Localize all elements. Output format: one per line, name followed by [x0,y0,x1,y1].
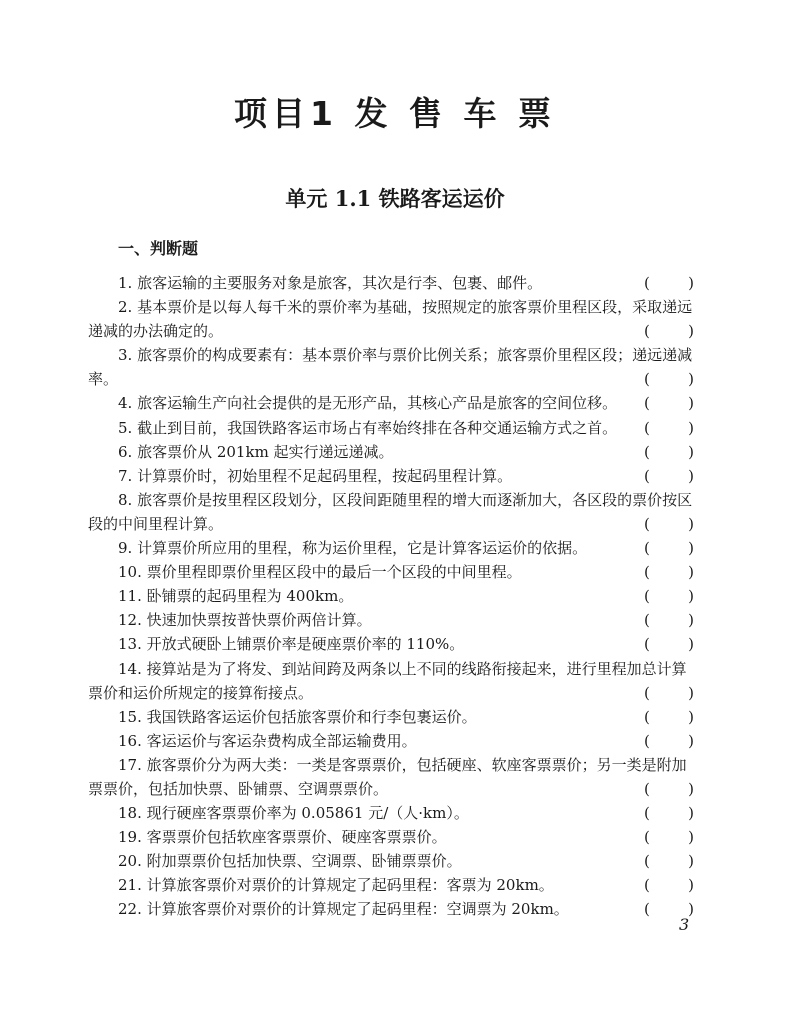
question-list [88,271,694,922]
answer-blank[interactable] [644,560,694,584]
answer-open-paren: ( [644,611,650,630]
answer-close-paren: ) [688,804,694,823]
question-item [88,705,694,729]
question-item [88,391,694,415]
question-item [88,849,694,873]
question-item [88,440,694,464]
answer-close-paren: ) [688,274,694,292]
question-item [88,488,694,536]
section-heading: 一、判断题 [118,239,199,258]
answer-blank[interactable] [644,825,694,849]
answer-open-paren: ( [644,852,650,871]
question-item [88,536,694,560]
answer-close-paren: ) [688,683,694,702]
chapter-title: 项目1 发 售 车 票 [234,94,556,133]
question-text: 19. 客票票价包括软座客票票价、硬座客票票价。 [118,828,447,847]
answer-blank[interactable] [644,464,694,488]
answer-open-paren: ( [644,539,650,558]
answer-close-paren: ) [688,587,694,606]
answer-open-paren: ( [644,779,650,798]
question-item [88,271,694,295]
answer-blank[interactable] [644,416,694,440]
answer-blank[interactable] [644,873,694,897]
question-item [88,897,694,921]
page-number: 3 [679,915,690,934]
question-text: 10. 票价里程即票价里程区段中的最后一个区段的中间里程。 [118,563,522,582]
question-text: 22. 计算旅客票价对票价的计算规定了起码里程：空调票为 20km。 [118,900,569,919]
answer-close-paren: ) [688,852,694,871]
answer-open-paren: ( [644,322,650,341]
question-text: 18. 现行硬座客票票价率为 0.05861 元/（人·km）。 [118,804,469,823]
answer-open-paren: ( [644,900,650,919]
question-item [88,560,694,584]
question-text: 21. 计算旅客票价对票价的计算规定了起码里程：客票为 20km。 [118,876,554,895]
question-item [88,343,694,391]
answer-open-paren: ( [644,466,650,485]
answer-close-paren: ) [688,466,694,485]
answer-blank[interactable] [644,584,694,608]
question-text: 4. 旅客运输生产向社会提供的是无形产品，其核心产品是旅客的空间位移。 [118,394,618,413]
answer-blank[interactable] [644,801,694,825]
question-text: 8. 旅客票价是按里程区段划分，区段间距随里程的增大而逐渐加大，各区段的票价按区段的中间里程计算。 [88,490,693,533]
answer-blank[interactable] [644,319,694,343]
answer-close-paren: ) [688,876,694,895]
answer-open-paren: ( [644,635,650,654]
answer-close-paren: ) [688,779,694,798]
question-item [88,873,694,897]
answer-close-paren: ) [688,731,694,750]
answer-open-paren: ( [644,876,650,895]
question-text: 13. 开放式硬卧上铺票价率是硬座票价率的 110%。 [118,635,465,654]
answer-blank[interactable] [644,681,694,705]
question-item [88,295,694,343]
answer-close-paren: ) [688,611,694,630]
answer-blank[interactable] [644,512,694,536]
answer-close-paren: ) [688,635,694,654]
answer-blank[interactable] [644,632,694,656]
answer-blank[interactable] [644,367,694,391]
question-text: 20. 附加票票价包括加快票、空调票、卧铺票票价。 [118,852,462,871]
question-item [88,753,694,801]
question-item [88,801,694,825]
question-item [88,657,694,705]
answer-blank[interactable] [644,777,694,801]
answer-open-paren: ( [644,563,650,582]
answer-close-paren: ) [688,442,694,461]
answer-close-paren: ) [688,539,694,558]
answer-open-paren: ( [644,707,650,726]
answer-close-paren: ) [688,828,694,847]
question-text: 16. 客运运价与客运杂费构成全部运输费用。 [118,731,417,750]
question-text: 12. 快速加快票按普快票价两倍计算。 [118,611,372,630]
answer-open-paren: ( [644,442,650,461]
question-item [88,825,694,849]
answer-close-paren: ) [688,394,694,413]
answer-close-paren: ) [688,322,694,341]
question-text: 3. 旅客票价的构成要素有：基本票价率与票价比例关系；旅客票价里程区段；递远递减率。 [88,346,693,389]
question-text: 2. 基本票价是以每人每千米的票价率为基础，按照规定的旅客票价里程区段，采取递远递减的办法确定的。 [88,298,693,341]
answer-close-paren: ) [688,418,694,437]
answer-blank[interactable] [644,440,694,464]
question-text: 15. 我国铁路客运运价包括旅客票价和行李包裹运价。 [118,707,477,726]
answer-blank[interactable] [644,391,694,415]
answer-blank[interactable] [644,705,694,729]
question-item [88,608,694,632]
answer-open-paren: ( [644,418,650,437]
question-item [88,584,694,608]
answer-close-paren: ) [688,900,694,919]
question-text: 1. 旅客运输的主要服务对象是旅客，其次是行李、包裹、邮件。 [118,274,543,292]
answer-open-paren: ( [644,394,650,413]
question-text: 6. 旅客票价从 201km 起实行递远递减。 [118,442,394,461]
question-item [88,729,694,753]
question-text: 17. 旅客票价分为两大类：一类是客票票价，包括硬座、软座客票票价；另一类是附加票票价，包括加快票、卧铺票、空调票票价。 [88,755,687,798]
answer-open-paren: ( [644,514,650,533]
answer-open-paren: ( [644,683,650,702]
question-item [88,464,694,488]
question-text: 14. 接算站是为了将发、到站间跨及两条以上不同的线路衔接起来，进行里程加总计算票价和运价所规定的接算衔接点。 [88,659,687,702]
answer-blank[interactable] [644,608,694,632]
question-item [88,416,694,440]
unit-title: 单元 1.1 铁路客运运价 [285,186,505,211]
question-text: 7. 计算票价时，初始里程不足起码里程，按起码里程计算。 [118,466,513,485]
answer-blank[interactable] [644,536,694,560]
answer-open-paren: ( [644,828,650,847]
answer-open-paren: ( [644,274,650,292]
answer-close-paren: ) [688,514,694,533]
question-item [88,632,694,656]
question-text: 5. 截止到目前，我国铁路客运市场占有率始终排在各种交通运输方式之首。 [118,418,618,437]
answer-open-paren: ( [644,804,650,823]
answer-close-paren: ) [688,370,694,389]
answer-open-paren: ( [644,370,650,389]
answer-blank[interactable] [644,271,694,295]
answer-close-paren: ) [688,563,694,582]
answer-close-paren: ) [688,707,694,726]
answer-blank[interactable] [644,729,694,753]
question-text: 9. 计算票价所应用的里程，称为运价里程，它是计算客运运价的依据。 [118,539,588,558]
question-text: 11. 卧铺票的起码里程为 400km。 [118,587,354,606]
answer-open-paren: ( [644,587,650,606]
answer-open-paren: ( [644,731,650,750]
answer-blank[interactable] [644,849,694,873]
